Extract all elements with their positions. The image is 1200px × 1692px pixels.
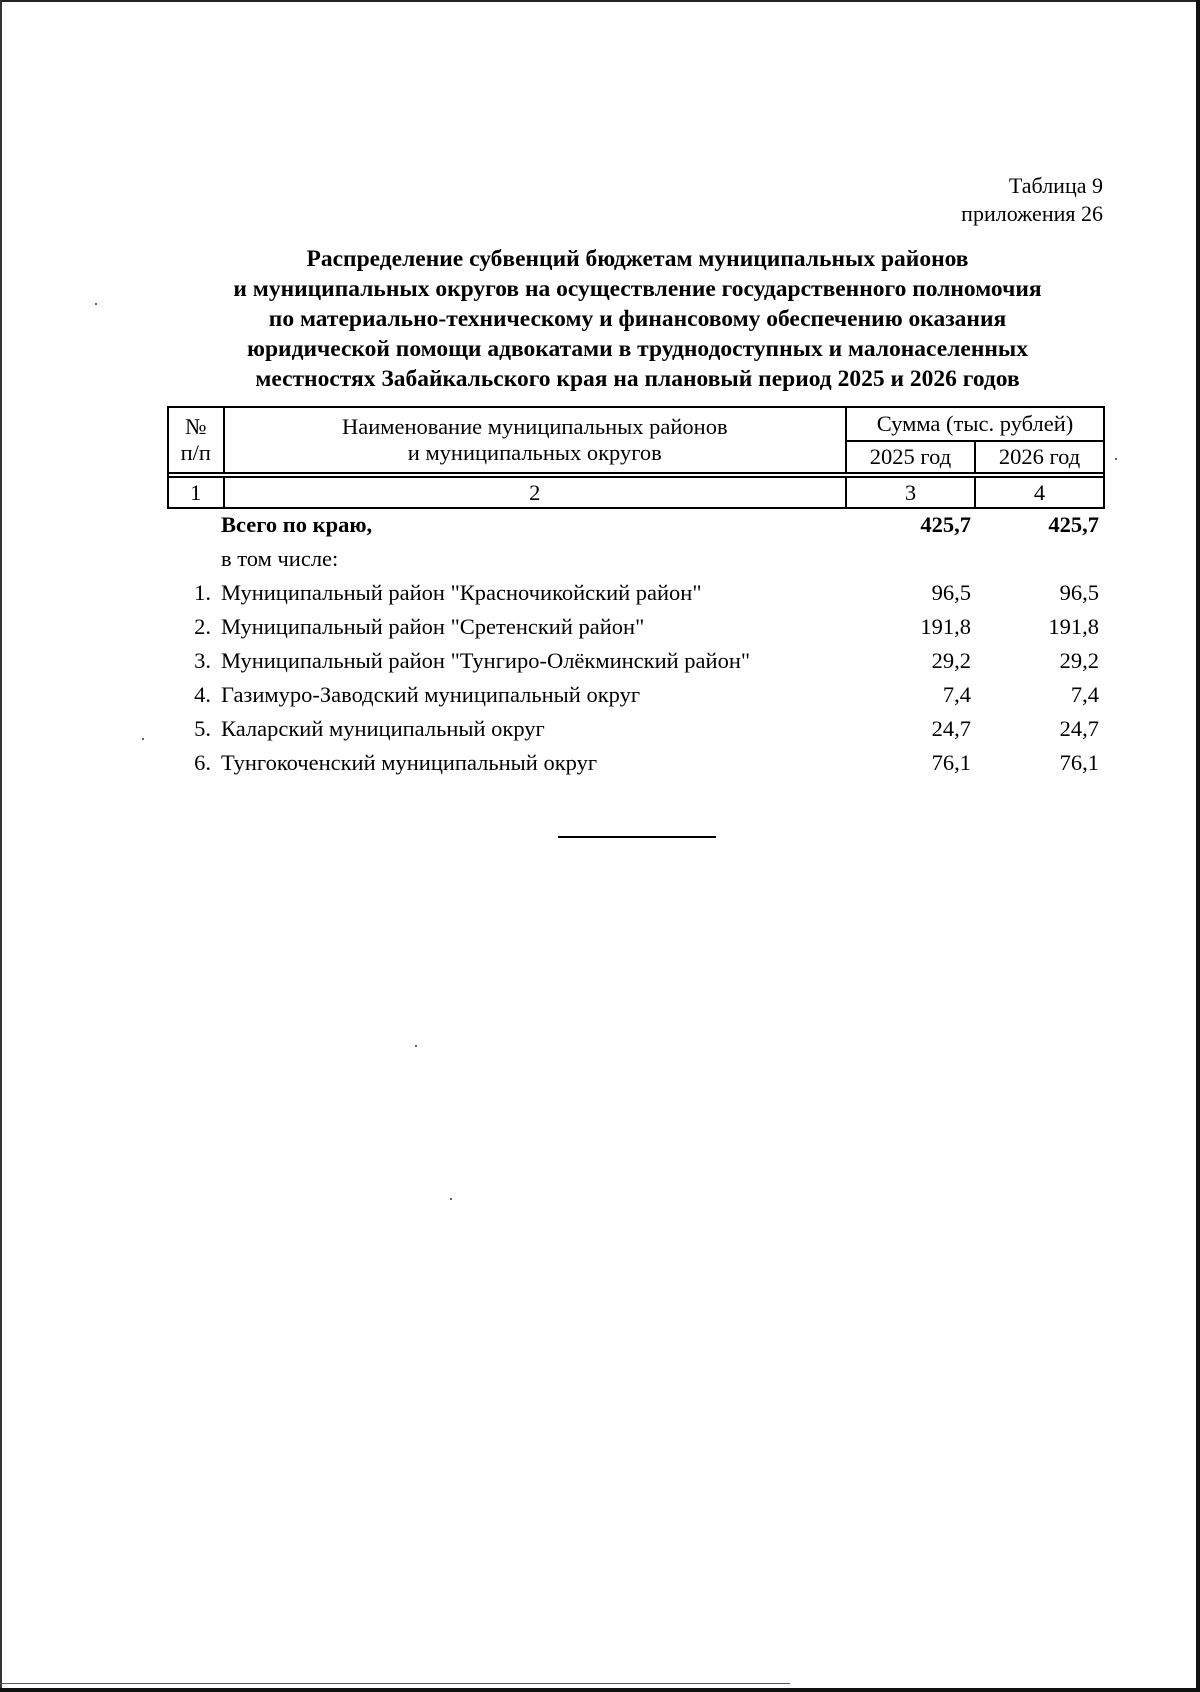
value-2026: 24,7 [1059,716,1099,741]
scan-speck [450,1198,452,1200]
row-number: 2. [194,614,211,639]
including-label: в том числе: [221,546,339,571]
table-row [167,576,1105,610]
header-sum-cell: Сумма (тыс. рублей) [846,407,1104,441]
table-body [167,508,1105,780]
table-row [167,644,1105,678]
scan-border-right [1196,0,1200,1692]
scan-speck [1115,458,1117,460]
value-2025: 96,5 [931,580,971,605]
header-name-line2: и муниципальных округов [407,440,662,465]
row-number: 5. [194,716,211,741]
district-name: Муниципальный район "Сретенский район" [221,614,645,639]
end-of-document-line [558,836,716,838]
total-label: Всего по краю, [221,512,373,537]
district-rows [167,576,1105,780]
document-title [160,244,1115,394]
title-line: местностях Забайкальского края на плановый период 2025 и 2026 годов [255,366,1020,392]
title-line: юридической помощи адвокатами в труднодоступных и малонаселенных [247,336,1028,362]
table-caption [961,172,1103,228]
value-2025: 29,2 [931,648,971,673]
column-number-4: 4 [975,477,1104,508]
value-2026: 7,4 [1070,682,1099,707]
district-name: Муниципальный район "Красночикойский район" [221,580,702,605]
caption-table-number: Таблица 9 [1008,173,1103,198]
header-year-2025: 2025 год [846,441,975,473]
value-2025: 76,1 [931,750,971,775]
scan-border-top [0,0,1200,2]
scan-border-bottom [0,1688,1200,1692]
header-name-cell [224,407,846,473]
column-number-3: 3 [846,477,975,508]
header-name-line1: Наименование муниципальных районов [341,414,728,439]
caption-appendix-number: приложения 26 [961,201,1103,226]
header-number-sign: № [185,414,207,439]
value-2025: 7,4 [942,682,971,707]
row-number: 1. [194,580,211,605]
row-number: 6. [194,750,211,775]
scan-speck [415,1045,417,1047]
header-number-abbr: п/п [180,440,211,465]
header-number-cell [168,407,224,473]
title-line: и муниципальных округов на осуществление государственного полномочия [233,276,1042,302]
including-row [167,542,1105,576]
value-2025: 191,8 [920,614,971,639]
total-row [167,508,1105,542]
district-name: Газимуро-Заводский муниципальный округ [221,682,641,707]
table-header [167,406,1105,509]
table-row [167,678,1105,712]
total-2026: 425,7 [1048,512,1099,537]
value-2026: 29,2 [1059,648,1099,673]
district-name: Муниципальный район "Тунгиро-Олёкминский район" [221,648,751,673]
table-row [167,712,1105,746]
table-row [167,746,1105,780]
value-2026: 191,8 [1048,614,1099,639]
scan-line-bottom [0,1683,790,1684]
value-2025: 24,7 [931,716,971,741]
total-2025: 425,7 [920,512,971,537]
column-number-1: 1 [168,477,224,508]
value-2026: 76,1 [1059,750,1099,775]
scan-speck [95,303,97,305]
header-year-2026: 2026 год [975,441,1104,473]
row-number: 4. [194,682,211,707]
title-line: Распределение субвенций бюджетам муниципальных районов [306,246,969,272]
scan-border-left [0,0,2,1692]
table-row [167,610,1105,644]
scan-speck [142,738,144,740]
column-number-2: 2 [224,477,846,508]
row-number: 3. [194,648,211,673]
title-line: по материально-техническому и финансовому обеспечению оказания [268,306,1007,332]
district-name: Каларский муниципальный округ [221,716,545,741]
value-2026: 96,5 [1059,580,1099,605]
district-name: Тунгокоченский муниципальный округ [221,750,598,775]
